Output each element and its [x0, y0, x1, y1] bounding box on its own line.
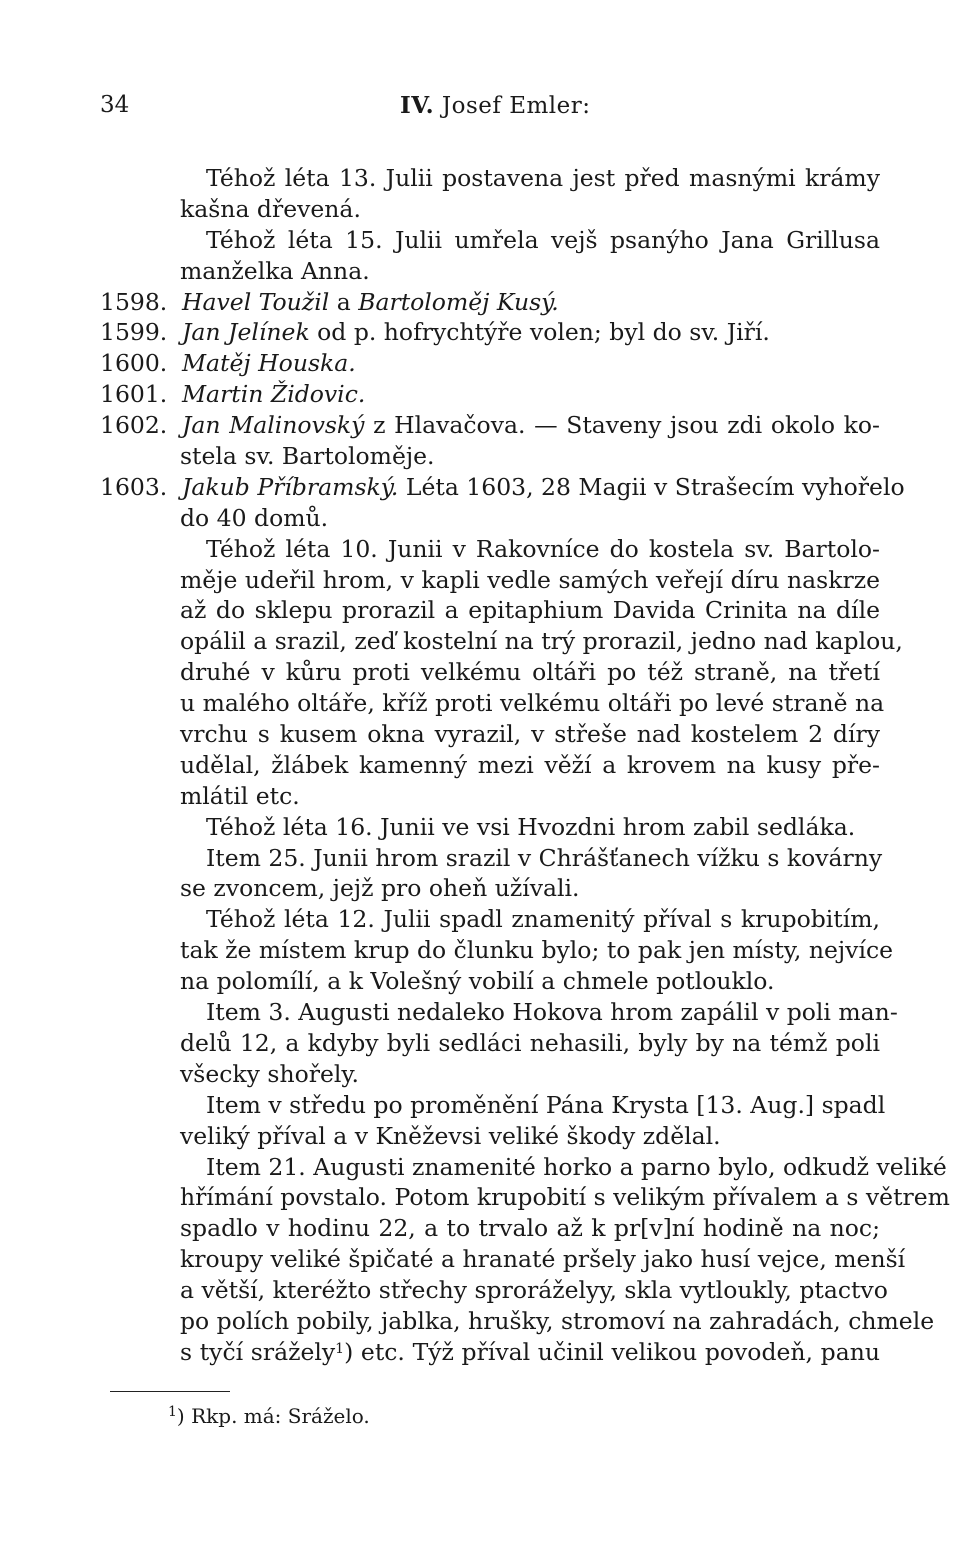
- text-line: [100, 410, 880, 441]
- page-body: [100, 163, 950, 1368]
- person-name: Jan Malinovský: [182, 411, 365, 440]
- text-line: [100, 472, 905, 503]
- chronicle-year: 1598.: [100, 287, 168, 316]
- text-line: Téhož léta 10. Junii v Rakovníce do kostela sv. Bartolo-: [206, 534, 880, 563]
- text-line: Téhož léta 15. Julii umřela vejš psanýho Jana Grillusa: [206, 225, 880, 254]
- text-line: všecky shořely.: [180, 1059, 360, 1088]
- chapter-author: Josef Emler:: [441, 93, 591, 119]
- running-head: [400, 92, 591, 119]
- text-line: na polomílí, a k Volešný vobilí a chmele potlouklo.: [180, 967, 775, 996]
- person-name: Martin Židovic.: [182, 380, 366, 409]
- text-line: Item 21. Augusti znamenité horko a parno bylo, odkudž veliké: [206, 1152, 947, 1181]
- person-name: Havel Toužil: [182, 287, 330, 316]
- text-line: Item v středu po proměnění Pána Krysta [13. Aug.] spadl: [206, 1090, 886, 1119]
- chapter-numeral: IV.: [400, 92, 435, 119]
- text-line: Téhož léta 12. Julii spadl znamenitý příval s krupobitím,: [206, 905, 880, 934]
- text-line: tak že místem krup do člunku bylo; to pak jen místy, nejvíce: [180, 936, 894, 965]
- text-line: manželka Anna.: [180, 256, 370, 285]
- text-line: Item 3. Augusti nedaleko Hokova hrom zapálil v poli man-: [206, 998, 898, 1027]
- text-line: [100, 1337, 880, 1368]
- footnote: [168, 1402, 370, 1430]
- chronicle-year: 1602.: [100, 411, 168, 440]
- text-line: měje udeřil hrom, v kapli vedle samých veřejí díru naskrze: [180, 565, 880, 594]
- text-line: vrchu s kusem okna vyrazil, v střeše nad kostelem 2 díry: [180, 720, 880, 749]
- text-line: hřímání povstalo. Potom krupobití s velikým přívalem a s větrem: [180, 1183, 950, 1212]
- chronicle-year: 1599.: [100, 318, 168, 347]
- person-name: Jakub Příbramský.: [182, 472, 399, 501]
- entry-text: a: [329, 287, 359, 316]
- text-line: a větší, kteréžto střechy sproráželyy, skla vytloukly, ptactvo: [180, 1276, 888, 1305]
- text-line: spadlo v hodinu 22, a to trvalo až k pr[v]ní hodině na noc;: [180, 1214, 880, 1243]
- text-line: stela sv. Bartoloměje.: [180, 442, 435, 471]
- text-line: kašna dřevená.: [180, 194, 361, 223]
- page-number: 34: [100, 92, 130, 118]
- chronicle-year: 1601.: [100, 380, 168, 409]
- text-line: delů 12, a kdyby byli sedláci nehasili, byly by na témž poli: [180, 1028, 880, 1057]
- text-line: mlátil etc.: [180, 781, 300, 810]
- text-line: [100, 317, 880, 348]
- text-line: po polích pobily, jablka, hrušky, stromoví na zahradách, chmele: [180, 1306, 935, 1335]
- person-name: Matěj Houska.: [182, 349, 356, 378]
- text-line: až do sklepu prorazil a epitaphium Davida Crinita na díle: [180, 596, 880, 625]
- text-line: [100, 287, 880, 318]
- person-name: Jan Jelínek: [182, 318, 310, 347]
- entry-text: od p. hofrychtýře volen; byl do sv. Jiří.: [309, 318, 770, 347]
- footnote-text: ) Rkp. má: Srážel​o.: [176, 1404, 370, 1428]
- line-text: ) etc. Týž příval učinil velikou povodeň, panu: [344, 1337, 880, 1366]
- chronicle-year: 1603.: [100, 472, 168, 501]
- text-line: veliký příval a v Kněževsi veliké škody zdělal.: [180, 1121, 721, 1150]
- footnote-mark: 1: [168, 1404, 177, 1420]
- text-line: udělal, žlábek kamenný mezi věží a krovem na kusy pře-: [180, 750, 880, 779]
- text-line: kroupy veliké špičaté a hranaté pršely jako husí vejce, menší: [180, 1245, 906, 1274]
- text-line: Téhož léta 16. Junii ve vsi Hvozdni hrom zabil sedláka.: [206, 812, 856, 841]
- text-line: opálil a srazil, zeď kostelní na trý prorazil, jedno nad kaplou,: [180, 627, 903, 656]
- text-line: Item 25. Junii hrom srazil v Chrášťanech vížku s kovárny: [206, 843, 883, 872]
- text-line: do 40 domů.: [180, 503, 329, 532]
- chronicle-year: 1600.: [100, 349, 168, 378]
- entry-text: z Hlavačova. — Staveny jsou zdi okolo ko-: [364, 411, 880, 440]
- page-header: [100, 92, 880, 126]
- text-line: Téhož léta 13. Julii postavena jest před masnými krámy: [206, 164, 880, 192]
- footnote-reference: 1: [335, 1340, 345, 1357]
- text-line: u malého oltáře, kříž proti velkému oltáři po levé straně na: [180, 689, 885, 718]
- entry-text: Léta 1603, 28 Magii v Strašecím vyhořelo: [398, 472, 905, 501]
- line-text: s tyčí srážely: [180, 1337, 336, 1366]
- text-line: druhé v kůru proti velkému oltáři po též straně, na třetí: [180, 658, 880, 687]
- person-name: Bartoloměj Kusý.: [358, 287, 559, 316]
- footnote-divider: [110, 1391, 230, 1392]
- text-line: [100, 379, 880, 410]
- text-line: [100, 348, 880, 379]
- text-line: se zvoncem, jejž pro oheň užívali.: [180, 874, 580, 903]
